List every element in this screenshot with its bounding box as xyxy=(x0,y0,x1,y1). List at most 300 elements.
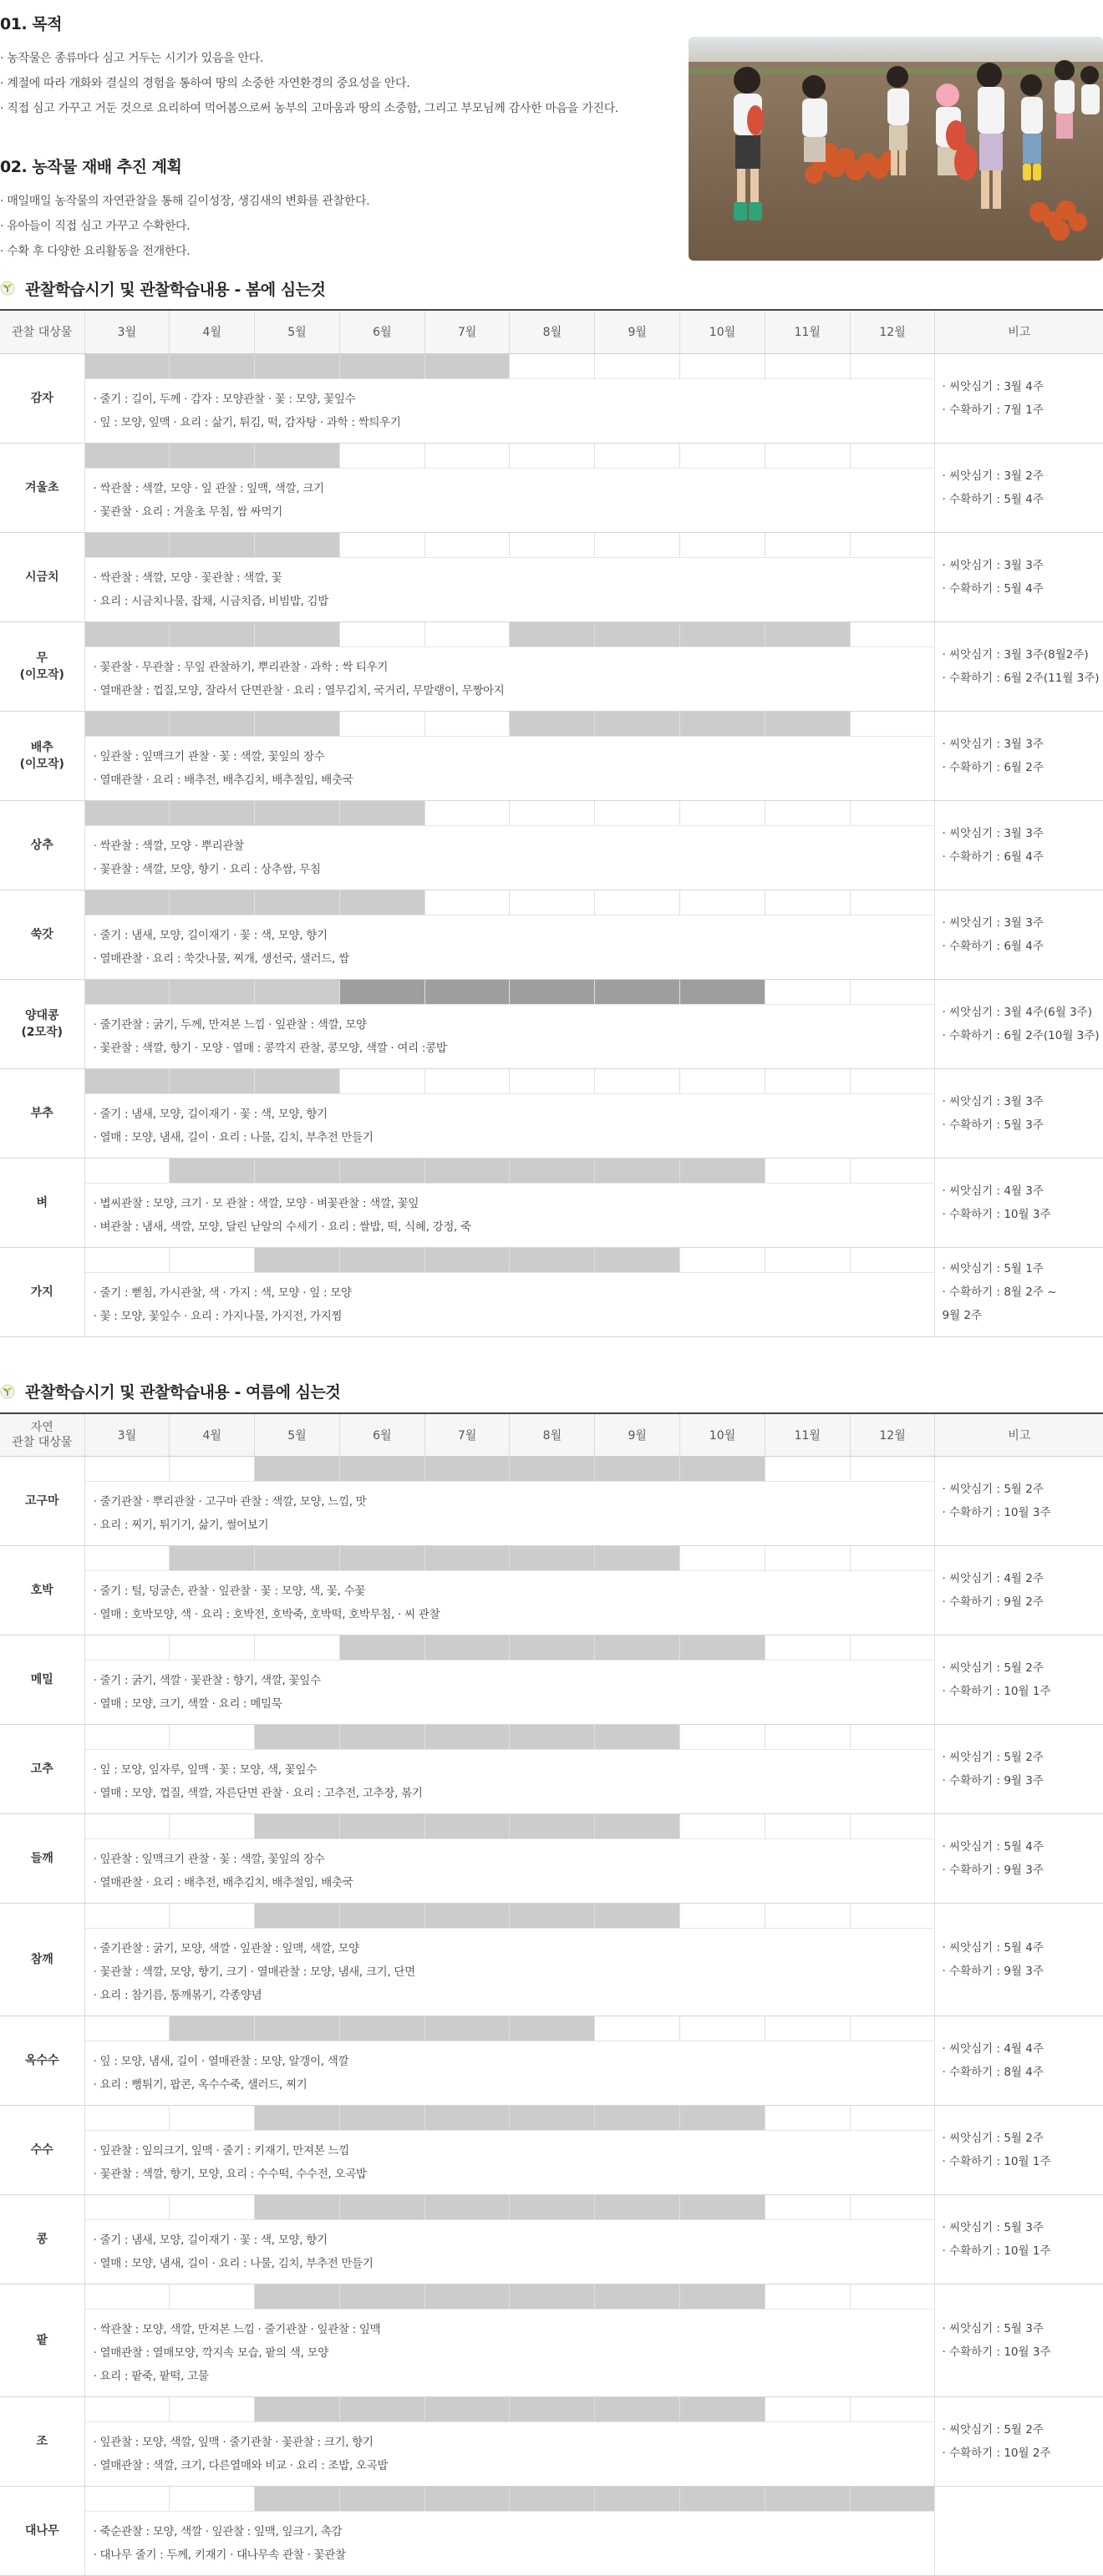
schedule-bar-row xyxy=(0,1068,1103,1093)
header-month: 6월 xyxy=(339,310,424,353)
plan-title: 02. 농작물 재배 추진 계획 xyxy=(0,155,668,177)
schedule-bar-cell xyxy=(424,1546,510,1571)
schedule-bar-cell xyxy=(510,2195,595,2220)
schedule-bar-row xyxy=(0,1247,1103,1272)
schedule-empty-cell xyxy=(84,2195,170,2220)
schedule-bar-cell xyxy=(170,711,255,736)
observation-line: · 줄기관찰 · 뿌리관찰 · 고구마 관찰 : 색깔, 모양, 느낌, 맛 xyxy=(94,1490,927,1514)
schedule-empty-cell xyxy=(339,621,424,647)
note-line: · 수확하기 : 9월 3주 xyxy=(942,1769,1103,1793)
schedule-empty-cell xyxy=(850,711,935,736)
schedule-empty-cell xyxy=(170,1814,255,1839)
schedule-bar-row xyxy=(0,711,1103,736)
schedule-empty-cell xyxy=(170,1635,255,1661)
schedule-empty-cell xyxy=(850,2284,935,2310)
crop-name: 고추 xyxy=(0,1725,84,1814)
schedule-bar-cell xyxy=(170,800,255,825)
observation-line: · 요리 : 참기름, 통깨볶기, 각종양념 xyxy=(94,1984,927,2007)
summer-schedule-table xyxy=(0,1412,1103,2576)
note-line: · 씨앗심기 : 5월 4주 xyxy=(942,1936,1103,1960)
schedule-bar-cell xyxy=(595,1635,680,1661)
crop-name: 무 (이모작) xyxy=(0,621,84,711)
schedule-empty-cell xyxy=(765,443,850,468)
schedule-bar-row xyxy=(0,1546,1103,1571)
note-line: · 씨앗심기 : 3월 3주 xyxy=(942,822,1103,845)
observation-content xyxy=(84,468,935,532)
crop-name: 대나무 xyxy=(0,2487,84,2576)
schedule-empty-cell xyxy=(84,2487,170,2512)
schedule-bar-cell xyxy=(255,1457,340,1482)
schedule-empty-cell xyxy=(850,1068,935,1093)
schedule-bar-cell xyxy=(339,2106,424,2131)
observation-line: · 열매관찰 : 색깔, 크기, 다른열매와 비교 · 요리 : 조밥, 오곡밥 xyxy=(94,2454,927,2477)
schedule-bar-cell xyxy=(680,1635,765,1661)
schedule-bar-cell xyxy=(680,2284,765,2310)
note-line: · 씨앗심기 : 3월 3주(8월2주) xyxy=(942,643,1103,667)
schedule-bar-cell xyxy=(255,2397,340,2422)
spring-table-body xyxy=(0,353,1103,1336)
schedule-bar-cell xyxy=(510,1457,595,1482)
crop-name: 상추 xyxy=(0,800,84,890)
schedule-bar-cell xyxy=(255,2195,340,2220)
schedule-bar-cell xyxy=(339,2487,424,2512)
schedule-bar-cell xyxy=(595,1904,680,1929)
schedule-empty-cell xyxy=(765,1457,850,1482)
schedule-bar-cell xyxy=(339,2397,424,2422)
schedule-bar-row xyxy=(0,979,1103,1004)
crop-name: 시금치 xyxy=(0,532,84,621)
schedule-bar-cell xyxy=(510,1247,595,1272)
observation-line: · 싹관찰 : 색깔, 모양 · 뿌리관찰 xyxy=(94,834,927,858)
header-month: 9월 xyxy=(595,310,680,353)
schedule-empty-cell xyxy=(680,353,765,378)
schedule-bar-cell xyxy=(595,1546,680,1571)
observation-line: · 줄기관찰 : 굵기, 모양, 색깔 · 잎관찰 : 잎맥, 색깔, 모양 xyxy=(94,1937,927,1960)
schedule-note xyxy=(935,2106,1103,2195)
note-line: · 수확하기 : 8월 4주 xyxy=(942,2061,1103,2084)
schedule-bar-cell xyxy=(424,1635,510,1661)
schedule-note xyxy=(935,1725,1103,1814)
goal-title: 01. 목적 xyxy=(0,12,668,34)
observation-line: · 줄기 : 뻗침, 가시관찰, 색 · 가지 : 색, 모양 · 잎 : 모양 xyxy=(94,1281,927,1305)
schedule-empty-cell xyxy=(595,890,680,915)
note-line: · 수확하기 : 6월 4주 xyxy=(942,845,1103,869)
schedule-empty-cell xyxy=(170,1457,255,1482)
observation-line: · 열매관찰 : 열매모양, 깍지속 모습, 팥의 색, 모양 xyxy=(94,2341,927,2365)
plan-list xyxy=(0,189,668,264)
observation-line: · 요리 : 팥죽, 팥떡, 고물 xyxy=(94,2365,927,2388)
observation-line: · 대나무 줄기 : 두께, 키재기 · 대나무속 관찰 · 꽃관찰 xyxy=(94,2543,927,2567)
schedule-empty-cell xyxy=(339,1068,424,1093)
note-line: · 수확하기 : 10월 3주 xyxy=(942,1501,1103,1524)
schedule-bar-cell xyxy=(765,621,850,647)
schedule-empty-cell xyxy=(850,1457,935,1482)
schedule-bar-row xyxy=(0,353,1103,378)
schedule-empty-cell xyxy=(765,2195,850,2220)
schedule-bar-cell xyxy=(170,2016,255,2041)
observation-content xyxy=(84,825,935,890)
schedule-empty-cell xyxy=(850,1814,935,1839)
schedule-empty-cell xyxy=(170,2284,255,2310)
schedule-empty-cell xyxy=(170,1904,255,1929)
schedule-note xyxy=(935,2487,1103,2576)
observation-content xyxy=(84,2512,935,2576)
schedule-empty-cell xyxy=(255,1635,340,1661)
observation-line: · 열매 : 모양, 크기, 색깔 · 요리 : 메밀묵 xyxy=(94,1692,927,1716)
schedule-bar-cell xyxy=(424,2195,510,2220)
schedule-empty-cell xyxy=(765,1158,850,1183)
schedule-bar-cell xyxy=(170,1068,255,1093)
note-line: · 씨앗심기 : 5월 2주 xyxy=(942,2418,1103,2442)
observation-content xyxy=(84,1093,935,1158)
observation-line: · 요리 : 찌기, 튀기기, 삶기, 썰어보기 xyxy=(94,1514,927,1537)
schedule-bar-cell xyxy=(595,1158,680,1183)
goal-item: · 계절에 따라 개화와 결실의 경험을 통하여 땅의 소중한 자연환경의 중요성을 안다. xyxy=(0,71,668,96)
schedule-empty-cell xyxy=(424,711,510,736)
note-line: 9월 2주 xyxy=(942,1304,1103,1327)
schedule-empty-cell xyxy=(680,1814,765,1839)
schedule-empty-cell xyxy=(510,353,595,378)
schedule-note xyxy=(935,979,1103,1068)
schedule-bar-cell xyxy=(339,979,424,1004)
schedule-bar-row xyxy=(0,890,1103,915)
schedule-empty-cell xyxy=(850,1546,935,1571)
crop-name: 가지 xyxy=(0,1247,84,1336)
schedule-bar-cell xyxy=(850,2487,935,2512)
schedule-empty-cell xyxy=(170,1247,255,1272)
note-line: · 씨앗심기 : 5월 1주 xyxy=(942,1257,1103,1280)
note-line: · 수확하기 : 10월 3주 xyxy=(942,2340,1103,2364)
header-month: 4월 xyxy=(170,1413,255,1457)
observation-content xyxy=(84,378,935,443)
note-line: · 씨앗심기 : 3월 3주 xyxy=(942,1090,1103,1113)
schedule-empty-cell xyxy=(680,1904,765,1929)
schedule-bar-cell xyxy=(424,2106,510,2131)
schedule-bar-cell xyxy=(255,2016,340,2041)
spring-table-title xyxy=(0,267,1103,309)
crop-name: 참깨 xyxy=(0,1904,84,2016)
schedule-empty-cell xyxy=(850,621,935,647)
schedule-empty-cell xyxy=(680,2016,765,2041)
schedule-bar-cell xyxy=(424,2397,510,2422)
schedule-empty-cell xyxy=(850,532,935,557)
schedule-bar-cell xyxy=(595,1457,680,1482)
schedule-empty-cell xyxy=(170,2487,255,2512)
schedule-empty-cell xyxy=(595,1068,680,1093)
observation-line: · 잎관찰 : 모양, 색깔, 잎맥 · 줄기관찰 · 꽃관찰 : 크기, 향기 xyxy=(94,2431,927,2454)
schedule-bar-cell xyxy=(510,621,595,647)
schedule-empty-cell xyxy=(424,800,510,825)
schedule-bar-cell xyxy=(510,1546,595,1571)
summer-table-body xyxy=(0,1457,1103,2576)
schedule-bar-cell xyxy=(339,800,424,825)
schedule-bar-cell xyxy=(339,2016,424,2041)
schedule-empty-cell xyxy=(510,800,595,825)
schedule-bar-cell xyxy=(170,532,255,557)
header-subject: 관찰 대상물 xyxy=(0,310,84,353)
note-line: · 씨앗심기 : 5월 2주 xyxy=(942,1746,1103,1769)
schedule-bar-cell xyxy=(510,1725,595,1750)
schedule-bar-cell xyxy=(680,1457,765,1482)
schedule-bar-cell xyxy=(255,1904,340,1929)
schedule-note xyxy=(935,1158,1103,1247)
schedule-empty-cell xyxy=(765,1904,850,1929)
observation-line: · 꽃관찰 : 색깔, 모양, 향기, 크기 · 열매관찰 : 모양, 냄새, 크기, 단면 xyxy=(94,1960,927,1984)
schedule-empty-cell xyxy=(850,1725,935,1750)
schedule-bar-cell xyxy=(339,2284,424,2310)
schedule-empty-cell xyxy=(680,1546,765,1571)
crop-name: 콩 xyxy=(0,2195,84,2284)
crop-name: 고구마 xyxy=(0,1457,84,1546)
observation-line: · 싹관찰 : 색깔, 모양 · 잎 관찰 : 잎맥, 색깔, 크기 xyxy=(94,477,927,500)
schedule-empty-cell xyxy=(84,1457,170,1482)
intro-section xyxy=(0,0,1103,267)
harvest-photo-illustration xyxy=(689,37,1103,261)
crop-name: 쑥갓 xyxy=(0,890,84,979)
sprout-icon xyxy=(0,1384,15,1399)
schedule-empty-cell xyxy=(84,1635,170,1661)
schedule-empty-cell xyxy=(765,1546,850,1571)
schedule-note xyxy=(935,890,1103,979)
crop-name: 조 xyxy=(0,2397,84,2487)
schedule-bar-cell xyxy=(84,353,170,378)
schedule-bar-row xyxy=(0,1158,1103,1183)
schedule-bar-cell xyxy=(424,1814,510,1839)
schedule-empty-cell xyxy=(850,2195,935,2220)
observation-line: · 싹관찰 : 색깔, 모양 · 꽃관찰 : 색깔, 꽃 xyxy=(94,566,927,590)
observation-line: · 잎관찰 : 잎의크기, 잎맥 · 줄기 : 키재기, 만져본 느낌 xyxy=(94,2139,927,2163)
observation-line: · 요리 : 시금치나물, 잡채, 시금치즙, 비빔밥, 김밥 xyxy=(94,590,927,613)
observation-line: · 열매관찰 · 요리 : 배추전, 배추김치, 배추절임, 배춧국 xyxy=(94,1871,927,1894)
children-harvesting-photo xyxy=(689,37,1103,261)
schedule-bar-cell xyxy=(255,2284,340,2310)
observation-content xyxy=(84,2422,935,2487)
observation-content xyxy=(84,1750,935,1814)
crop-name: 양대콩 (2모작) xyxy=(0,979,84,1068)
note-line: · 씨앗심기 : 5월 3주 xyxy=(942,2216,1103,2239)
schedule-bar-cell xyxy=(424,1158,510,1183)
schedule-bar-cell xyxy=(339,2195,424,2220)
schedule-empty-cell xyxy=(510,890,595,915)
header-month: 8월 xyxy=(510,1413,595,1457)
observation-content xyxy=(84,557,935,621)
schedule-bar-cell xyxy=(595,979,680,1004)
header-month: 5월 xyxy=(255,1413,340,1457)
observation-line: · 꽃관찰 : 색깔, 향기 · 모양 · 열매 : 콩깍지 관찰, 콩모양, 색깔 · 여리 :콩밥 xyxy=(94,1037,927,1060)
observation-line: · 잎 : 모양, 잎맥 · 요리 : 삶기, 튀김, 떡, 감자탕 · 과학 : 싹틔우기 xyxy=(94,411,927,434)
schedule-bar-cell xyxy=(255,1725,340,1750)
observation-line: · 열매 : 모양, 껍질, 색깔, 자른단면 관찰 · 요리 : 고추전, 고추장, 볶기 xyxy=(94,1782,927,1805)
schedule-bar-cell xyxy=(255,1814,340,1839)
schedule-bar-cell xyxy=(424,1725,510,1750)
schedule-bar-cell xyxy=(510,2397,595,2422)
observation-line: · 잎 : 모양, 잎자루, 잎맥 · 꽃 : 모양, 색, 꽃잎수 xyxy=(94,1758,927,1782)
schedule-bar-cell xyxy=(339,1546,424,1571)
header-note: 비고 xyxy=(935,1413,1103,1457)
goal-list xyxy=(0,46,668,121)
schedule-bar-cell xyxy=(595,2195,680,2220)
schedule-bar-row xyxy=(0,2397,1103,2422)
schedule-bar-cell xyxy=(510,2016,595,2041)
schedule-empty-cell xyxy=(170,1725,255,1750)
schedule-empty-cell xyxy=(680,443,765,468)
schedule-bar-cell xyxy=(510,2487,595,2512)
table-header-row xyxy=(0,310,1103,353)
observation-content xyxy=(84,1661,935,1725)
schedule-bar-row xyxy=(0,1904,1103,1929)
crop-name: 옥수수 xyxy=(0,2016,84,2106)
note-line: · 씨앗심기 : 3월 4주(6월 3주) xyxy=(942,1001,1103,1024)
note-line: · 수확하기 : 7월 1주 xyxy=(942,398,1103,422)
schedule-empty-cell xyxy=(170,2106,255,2131)
crop-name: 겨울초 xyxy=(0,443,84,532)
crop-name: 벼 xyxy=(0,1158,84,1247)
observation-content xyxy=(84,2310,935,2397)
schedule-bar-cell xyxy=(510,1904,595,1929)
header-month: 7월 xyxy=(424,1413,510,1457)
schedule-bar-cell xyxy=(424,2487,510,2512)
observation-line: · 볍씨관찰 : 모양, 크기 · 모 관찰 : 색깔, 모양 · 벼꽃관찰 : 색깔, 꽃잎 xyxy=(94,1192,927,1215)
note-line: · 수확하기 : 5월 4주 xyxy=(942,577,1103,601)
schedule-empty-cell xyxy=(84,1158,170,1183)
schedule-bar-cell xyxy=(84,532,170,557)
schedule-note xyxy=(935,1546,1103,1635)
sprout-icon xyxy=(0,281,15,296)
note-line: · 수확하기 : 5월 4주 xyxy=(942,488,1103,511)
note-line: · 수확하기 : 6월 2주(11월 3주) xyxy=(942,667,1103,690)
schedule-bar-cell xyxy=(339,1725,424,1750)
schedule-bar-cell xyxy=(680,2397,765,2422)
schedule-bar-cell xyxy=(680,979,765,1004)
schedule-bar-row xyxy=(0,1635,1103,1661)
observation-content xyxy=(84,2220,935,2284)
goal-item: · 직접 심고 가꾸고 거둔 것으로 요리하여 먹어봄으로써 농부의 고마움과 땅의 소중함, 그리고 부모님께 감사한 마음을 가진다. xyxy=(0,96,668,121)
observation-content xyxy=(84,2041,935,2106)
schedule-note xyxy=(935,1904,1103,2016)
schedule-empty-cell xyxy=(765,1814,850,1839)
header-month: 3월 xyxy=(84,310,170,353)
schedule-bar-cell xyxy=(510,1814,595,1839)
schedule-empty-cell xyxy=(850,2106,935,2131)
note-line: · 씨앗심기 : 3월 4주 xyxy=(942,375,1103,398)
schedule-bar-cell xyxy=(339,1904,424,1929)
observation-line: · 열매 : 모양, 냄새, 길이 · 요리 : 나물, 김치, 부추전 만들기 xyxy=(94,2252,927,2275)
note-line: · 씨앗심기 : 4월 4주 xyxy=(942,2037,1103,2061)
schedule-empty-cell xyxy=(765,1725,850,1750)
header-month: 10월 xyxy=(680,310,765,353)
observation-content xyxy=(84,1004,935,1068)
schedule-empty-cell xyxy=(424,621,510,647)
note-line: · 수확하기 : 10월 2주 xyxy=(942,2442,1103,2465)
schedule-bar-cell xyxy=(84,979,170,1004)
schedule-empty-cell xyxy=(680,1247,765,1272)
schedule-bar-cell xyxy=(595,711,680,736)
schedule-empty-cell xyxy=(84,2106,170,2131)
schedule-empty-cell xyxy=(850,443,935,468)
observation-line: · 싹관찰 : 모양, 색깔, 만져본 느낌 · 줄기관찰 · 잎관찰 : 잎맥 xyxy=(94,2318,927,2341)
schedule-bar-cell xyxy=(424,979,510,1004)
schedule-bar-row xyxy=(0,532,1103,557)
schedule-note xyxy=(935,2195,1103,2284)
schedule-bar-cell xyxy=(595,1247,680,1272)
schedule-empty-cell xyxy=(850,1158,935,1183)
note-line: · 수확하기 : 6월 2주 xyxy=(942,756,1103,779)
observation-content xyxy=(84,1183,935,1247)
schedule-bar-cell xyxy=(170,1158,255,1183)
observation-content xyxy=(84,2131,935,2195)
schedule-bar-cell xyxy=(339,1457,424,1482)
observation-line: · 줄기 : 털, 덩굴손, 관찰 · 잎관찰 · 꽃 : 모양, 색, 꽃, 수꽃 xyxy=(94,1580,927,1603)
header-month: 11월 xyxy=(765,1413,850,1457)
schedule-bar-cell xyxy=(84,711,170,736)
observation-line: · 벼관찰 : 냄새, 색깔, 모양, 달린 낟알의 수세기 · 요리 : 쌀밥, 떡, 식혜, 강정, 죽 xyxy=(94,1215,927,1239)
observation-line: · 줄기관찰 : 굵기, 두께, 만져본 느낌 · 잎관찰 : 색깔, 모양 xyxy=(94,1013,927,1037)
schedule-bar-cell xyxy=(595,1725,680,1750)
schedule-empty-cell xyxy=(850,1904,935,1929)
observation-content xyxy=(84,1482,935,1546)
table-header-row xyxy=(0,1413,1103,1457)
schedule-note xyxy=(935,353,1103,443)
note-line: · 씨앗심기 : 4월 3주 xyxy=(942,1179,1103,1203)
crop-name: 들깨 xyxy=(0,1814,84,1904)
crop-name: 팥 xyxy=(0,2284,84,2397)
schedule-note xyxy=(935,532,1103,621)
schedule-note xyxy=(935,2397,1103,2487)
schedule-note xyxy=(935,621,1103,711)
schedule-bar-cell xyxy=(510,711,595,736)
note-line: · 수확하기 : 10월 1주 xyxy=(942,2239,1103,2263)
schedule-bar-cell xyxy=(170,979,255,1004)
schedule-empty-cell xyxy=(850,353,935,378)
note-line: · 씨앗심기 : 3월 3주 xyxy=(942,554,1103,577)
schedule-bar-cell xyxy=(595,1814,680,1839)
crop-name: 수수 xyxy=(0,2106,84,2195)
header-month: 4월 xyxy=(170,310,255,353)
header-month: 3월 xyxy=(84,1413,170,1457)
plan-item: · 유아들이 직접 심고 가꾸고 수확한다. xyxy=(0,214,668,239)
schedule-empty-cell xyxy=(850,1247,935,1272)
schedule-bar-cell xyxy=(595,621,680,647)
note-line: · 수확하기 : 9월 2주 xyxy=(942,1590,1103,1614)
observation-line: · 열매관찰 · 요리 : 배추전, 배추김치, 배추절임, 배춧국 xyxy=(94,768,927,792)
schedule-bar-row xyxy=(0,1725,1103,1750)
header-month: 11월 xyxy=(765,310,850,353)
note-line: · 씨앗심기 : 5월 2주 xyxy=(942,1478,1103,1501)
schedule-bar-cell xyxy=(84,443,170,468)
spring-schedule-table xyxy=(0,309,1103,1337)
header-month: 7월 xyxy=(424,310,510,353)
observation-line: · 잎 : 모양, 냄새, 길이 · 열매관찰 : 모양, 알갱이, 색깔 xyxy=(94,2050,927,2073)
schedule-bar-cell xyxy=(339,1814,424,1839)
observation-line: · 열매 : 모양, 냄새, 길이 · 요리 : 나물, 김치, 부추전 만들기 xyxy=(94,1126,927,1149)
spring-title-text: 관찰학습시기 및 관찰학습내용 - 봄에 심는것 xyxy=(25,277,325,300)
schedule-bar-cell xyxy=(510,979,595,1004)
schedule-empty-cell xyxy=(84,1546,170,1571)
schedule-empty-cell xyxy=(765,353,850,378)
schedule-note xyxy=(935,443,1103,532)
schedule-empty-cell xyxy=(680,890,765,915)
schedule-bar-cell xyxy=(255,353,340,378)
schedule-bar-cell xyxy=(339,1158,424,1183)
observation-line: · 꽃관찰 : 색깔, 모양, 향기 · 요리 : 상추쌈, 무침 xyxy=(94,858,927,881)
schedule-empty-cell xyxy=(339,711,424,736)
observation-line: · 열매 : 호박모양, 색 · 요리 : 호박전, 호박죽, 호박떡, 호박무침, · 씨 관찰 xyxy=(94,1603,927,1626)
schedule-bar-row xyxy=(0,1457,1103,1482)
schedule-bar-row xyxy=(0,2195,1103,2220)
schedule-bar-row xyxy=(0,2016,1103,2041)
schedule-bar-cell xyxy=(255,2106,340,2131)
schedule-bar-row xyxy=(0,2106,1103,2131)
